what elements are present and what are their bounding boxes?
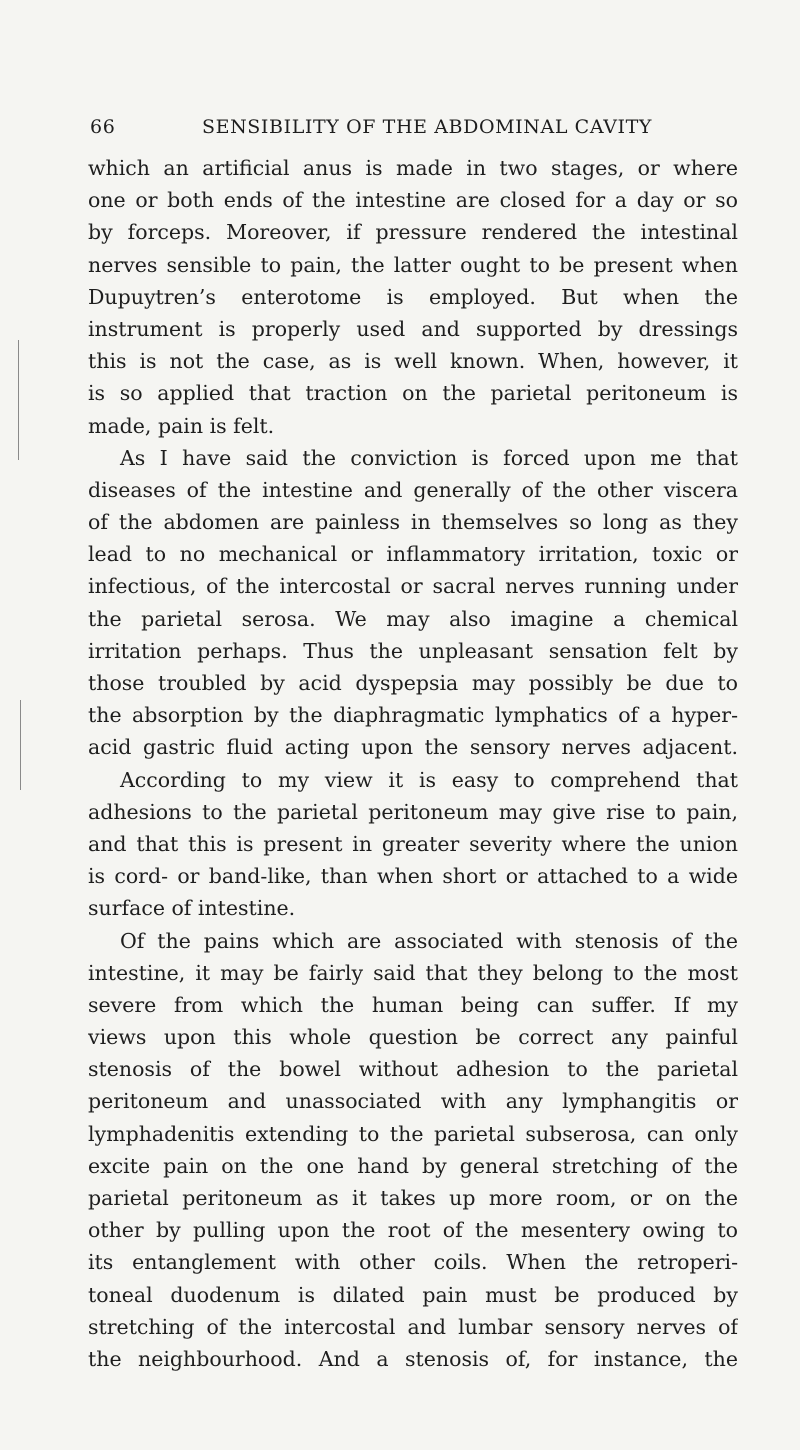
text-line: stenosis of the bowel without adhesion to the parietal (88, 1057, 738, 1082)
text-line: the neighbourhood. And a stenosis of, for instance, the (88, 1346, 738, 1371)
binding-shadow-line (20, 700, 21, 790)
text-line: stretching of the intercostal and lumbar sensory nerves of (88, 1314, 738, 1339)
text-line: other by pulling upon the root of the mesentery owing to (88, 1218, 738, 1243)
text-line: lead to no mechanical or inflammatory irritation, toxic or (88, 542, 738, 567)
text-line: acid gastric fluid acting upon the sensory nerves adjacent. (88, 735, 738, 760)
text-line: those troubled by acid dyspepsia may possibly be due to (88, 671, 738, 695)
text-line: is cord- or band-like, than when short or attached to a wide (88, 864, 738, 889)
text-line: and that this is present in greater severity where the union (88, 831, 738, 856)
text-line: parietal peritoneum as it takes up more room, or on the (88, 1186, 738, 1210)
text-line: this is not the case, as is well known. When, however, it (88, 349, 738, 374)
text-line: toneal duodenum is dilated pain must be produced by (88, 1282, 738, 1307)
text-line: infectious, of the intercostal or sacral nerves running under (88, 574, 738, 599)
running-head (90, 116, 735, 146)
text-line: severe from which the human being can suffer. If my (88, 992, 738, 1017)
text-line: intestine, it may be fairly said that they belong to the most (88, 960, 738, 985)
text-line: irritation perhaps. Thus the unpleasant sensation felt by (88, 638, 738, 663)
paragraph-end-line: surface of intestine. (88, 896, 296, 921)
text-line: Dupuytren’s enterotome is employed. But when the (88, 284, 738, 309)
paragraph-start-line: Of the pains which are associated with stenosis of the (120, 928, 738, 953)
text-line: is so applied that traction on the parietal peritoneum is (88, 381, 738, 406)
text-line: the absorption by the diaphragmatic lymphatics of a hyper- (88, 703, 738, 728)
paragraph-end-line: made, pain is felt. (88, 413, 275, 438)
page-number: 66 (90, 116, 116, 138)
text-line: adhesions to the parietal peritoneum may give rise to pain, (88, 799, 738, 824)
running-title: SENSIBILITY OF THE ABDOMINAL CAVITY (202, 116, 653, 138)
text-line: views upon this whole question be correct any painful (88, 1025, 738, 1050)
text-line: excite pain on the one hand by general stretching of the (88, 1153, 738, 1178)
text-line: instrument is properly used and supported by dressings (88, 316, 738, 341)
text-line: peritoneum and unassociated with any lymphangitis or (88, 1089, 738, 1114)
binding-shadow-line (18, 340, 19, 460)
text-line: its entanglement with other coils. When the retroperi- (88, 1250, 738, 1275)
paragraph-start-line: As I have said the conviction is forced upon me that (120, 445, 738, 470)
text-line: the parietal serosa. We may also imagine a chemical (88, 606, 738, 631)
paragraph-start-line: According to my view it is easy to comprehend that (120, 767, 738, 792)
text-line: nerves sensible to pain, the latter ought to be present when (88, 252, 738, 277)
text-line: by forceps. Moreover, if pressure rendered the intestinal (88, 220, 738, 245)
text-line: one or both ends of the intestine are closed for a day or so (88, 188, 738, 213)
body-text (88, 152, 738, 1375)
text-line: of the abdomen are painless in themselves so long as they (88, 510, 738, 535)
text-line: which an artificial anus is made in two stages, or where (88, 156, 738, 180)
text-line: diseases of the intestine and generally of the other viscera (88, 477, 738, 502)
text-line: lymphadenitis extending to the parietal subserosa, can only (88, 1121, 738, 1146)
